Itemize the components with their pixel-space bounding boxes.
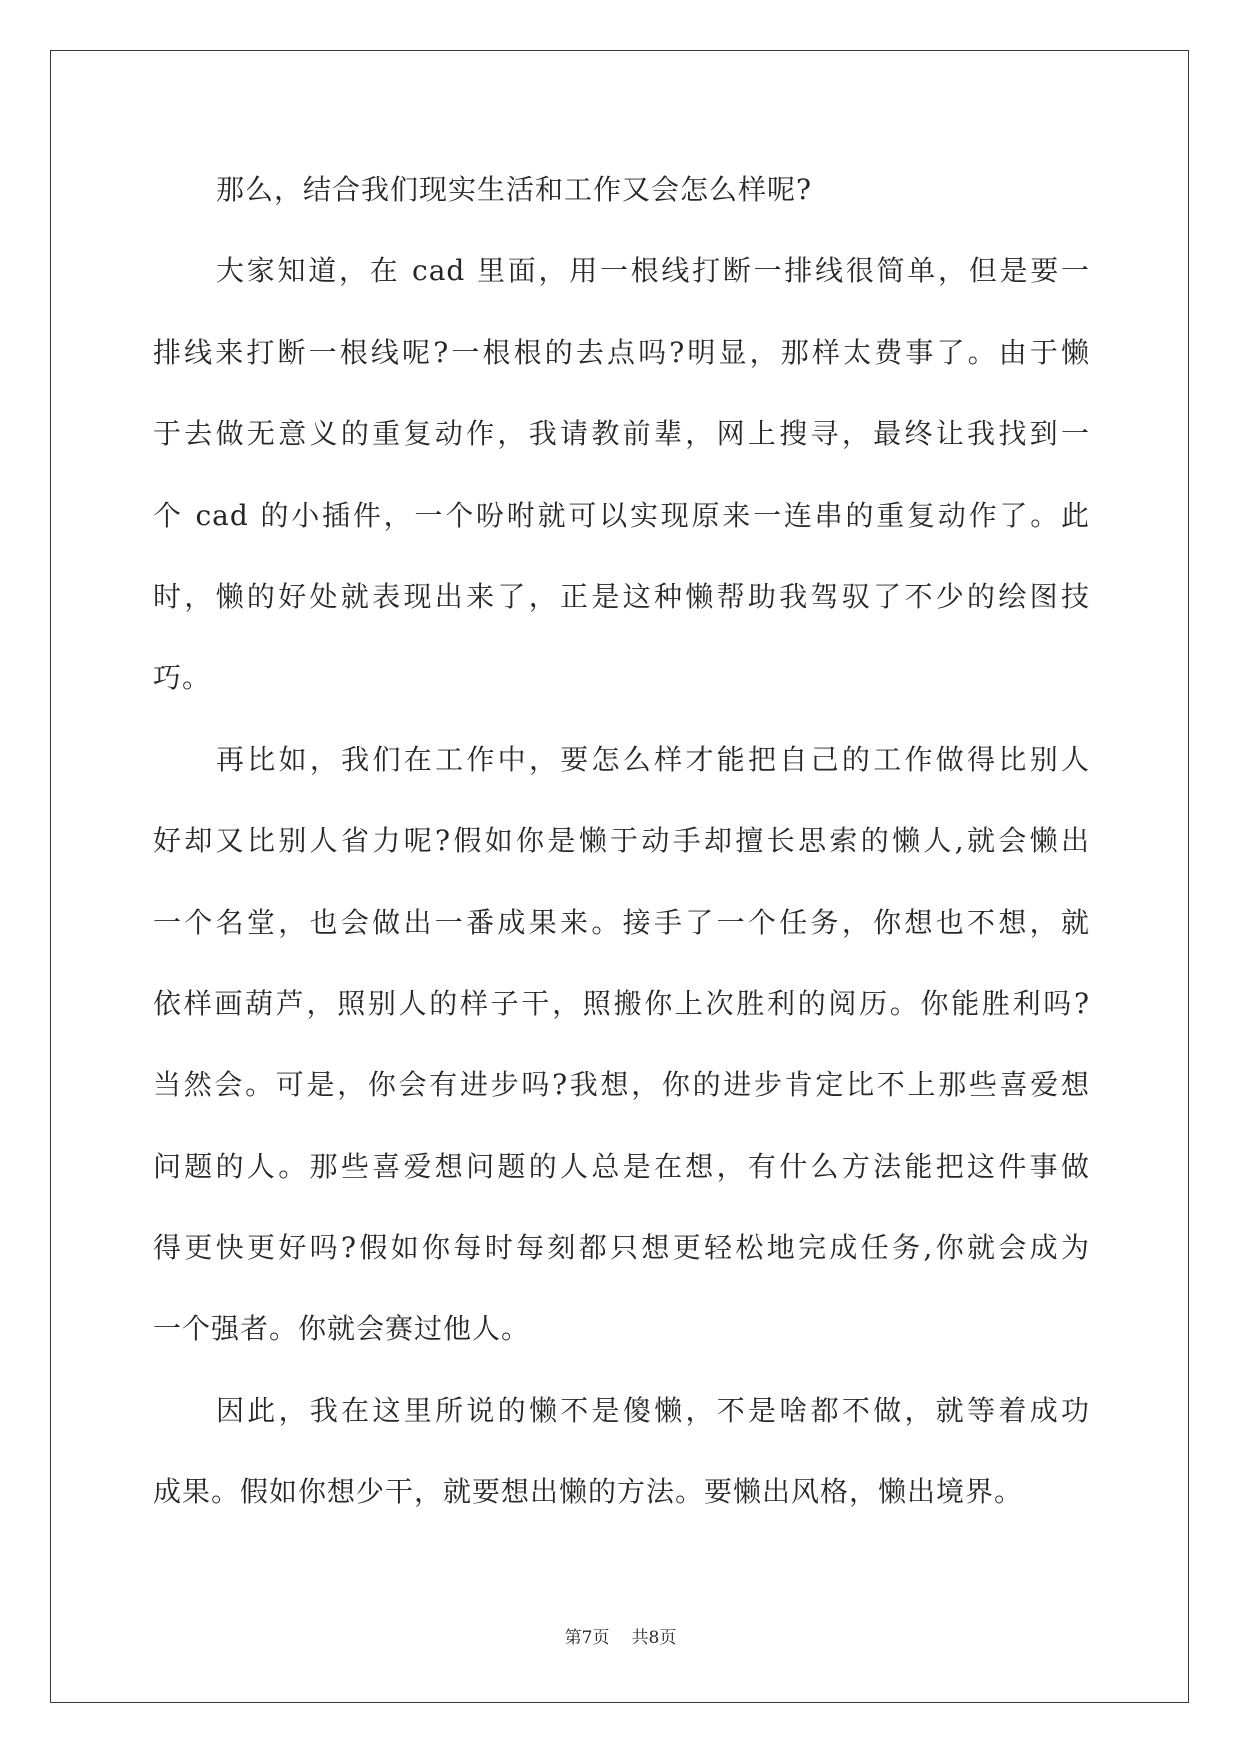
- paragraph-line: 成果。假如你想少干，就要想出懒的方法。要懒出风格，懒出境界。: [153, 1475, 1024, 1509]
- paragraph-line: 当然会。可是，你会有进步吗?我想，你的进步肯定比不上那些喜爱想: [153, 1068, 1090, 1102]
- paragraph: [153, 719, 1090, 1370]
- page-footer: [0, 1626, 1241, 1650]
- paragraph-line: 时，懒的好处就表现出来了，正是这种懒帮助我驾驭了不少的绘图技: [153, 579, 1090, 613]
- paragraph-line: 得更快更好吗?假如你每时每刻都只想更轻松地完成任务,你就会成为: [153, 1231, 1090, 1265]
- paragraph: [153, 1370, 1090, 1533]
- paragraph-line: 于去做无意义的重复动作，我请教前辈，网上搜寻，最终让我找到一: [153, 417, 1090, 451]
- paragraph-line: 再比如，我们在工作中，要怎么样才能把自己的工作做得比别人: [216, 742, 1090, 776]
- paragraph-line: 巧。: [153, 661, 212, 695]
- paragraph-line: 那么，结合我们现实生活和工作又会怎么样呢?: [216, 173, 813, 206]
- paragraph-line: 个 cad 的小插件，一个吩咐就可以实现原来一连串的重复动作了。此: [153, 498, 1090, 532]
- paragraph: [153, 149, 1090, 230]
- paragraph: [153, 230, 1090, 718]
- page-total: 共8页: [631, 1628, 677, 1648]
- paragraph-line: 一个强者。你就会赛过他人。: [153, 1312, 531, 1346]
- paragraph-line: 一个名堂，也会做出一番成果来。接手了一个任务，你想也不想，就: [153, 905, 1090, 939]
- paragraph-line: 因此，我在这里所说的懒不是傻懒，不是啥都不做，就等着成功: [216, 1393, 1090, 1427]
- paragraph-line: 排线来打断一根线呢?一根根的去点吗?明显，那样太费事了。由于懒: [153, 335, 1090, 369]
- paragraph-line: 好却又比别人省力呢?假如你是懒于动手却擅长思索的懒人,就会懒出: [153, 824, 1090, 858]
- page-number: 第7页: [564, 1628, 610, 1648]
- paragraph-line: 大家知道，在 cad 里面，用一根线打断一排线很简单，但是要一: [216, 254, 1090, 288]
- paragraph-line: 问题的人。那些喜爱想问题的人总是在想，有什么方法能把这件事做: [153, 1149, 1090, 1183]
- paragraph-line: 依样画葫芦，照别人的样子干，照搬你上次胜利的阅历。你能胜利吗?: [153, 986, 1090, 1020]
- document-body: [153, 149, 1090, 1533]
